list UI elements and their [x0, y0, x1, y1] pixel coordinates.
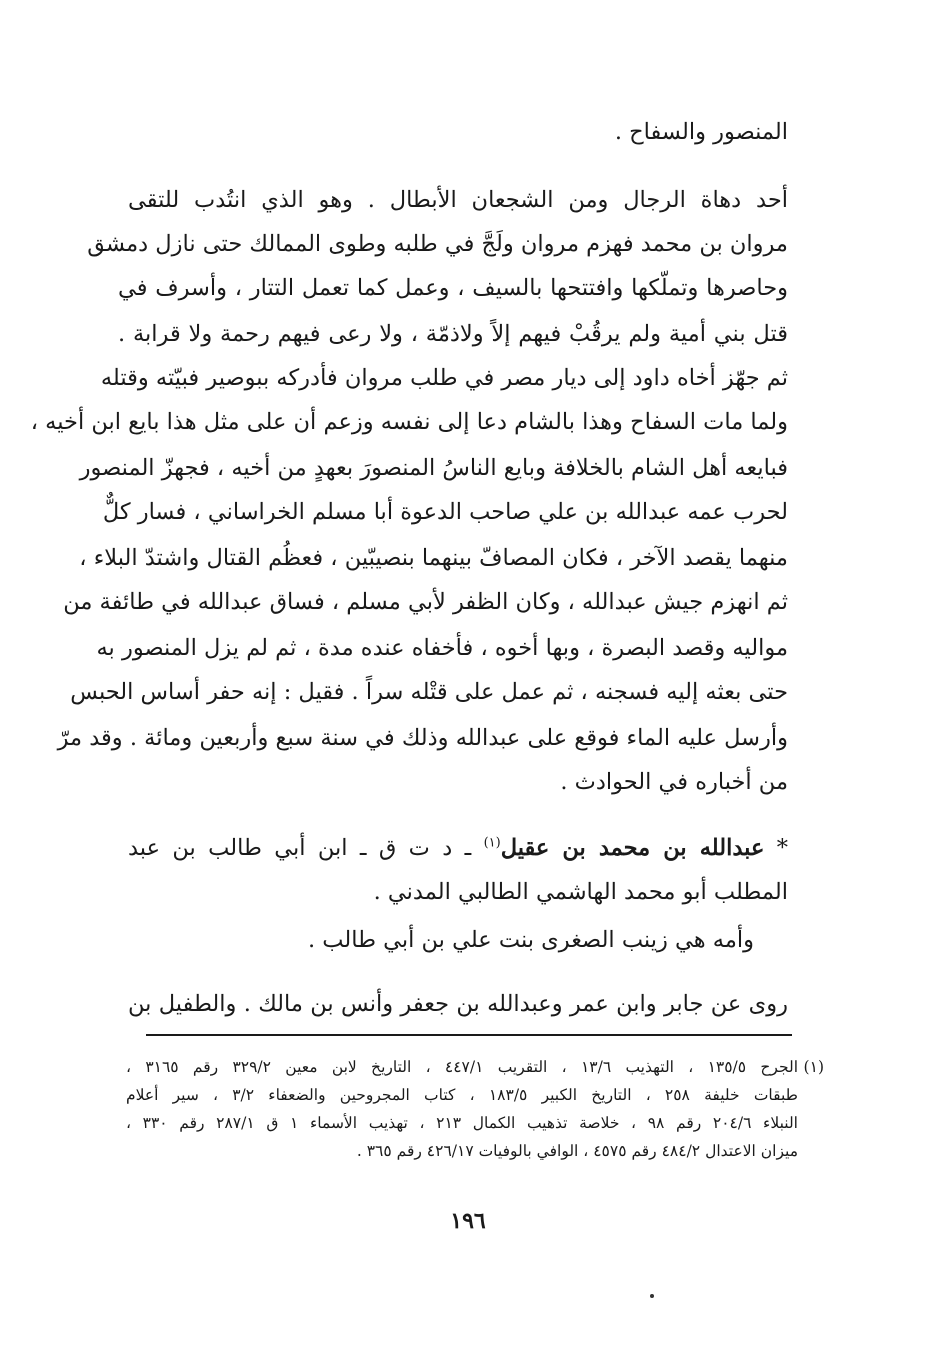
footnote-number: (١): [803, 1058, 824, 1076]
body-line: وحاصرها وتملّكها وافتتحها بالسيف ، وعمل كما تعمل التتار ، وأسرف في: [118, 275, 788, 301]
body-line: أحد دهاة الرجال ومن الشجعان الأبطال . وهو الذي انتُدب للتقى: [128, 187, 788, 213]
entry-heading-rest: ـ د ت ق ـ ابن أبي طالب بن عبد: [128, 835, 472, 861]
body-line: منهما يقصد الآخر ، فكان المصافّ بينهما بنصيبّين ، فعظُم القتال واشتدّ البلاء ،: [79, 545, 788, 571]
body-line: المطلب أبو محمد الهاشمي الطالبي المدني .: [373, 879, 788, 905]
page-number: ١٩٦: [450, 1208, 486, 1234]
footnote-line: طبقات خليفة ٢٥٨ ، التاريخ الكبير ١٨٣/٥ ، كتاب المجروحين والضعفاء ٣/٢ ، سير أعلام: [126, 1086, 798, 1104]
scan-speck: [650, 1294, 654, 1298]
body-line: وأمه هي زينب الصغرى بنت علي بن أبي طالب .: [307, 927, 754, 953]
footnote-line: النبلاء ٢٠٤/٦ رقم ٩٨ ، خلاصة تذهيب الكمال ٢١٣ ، تهذيب الأسماء ١ ق ٢٨٧/١ رقم ٣٣٠ ،: [126, 1114, 798, 1132]
entry-heading-line: [128, 828, 788, 868]
footnote-line: ميزان الاعتدال ٤٨٤/٢ رقم ٤٥٧٥ ، الوافي بالوفيات ٤٢٦/١٧ رقم ٣٦٥ .: [356, 1142, 798, 1160]
body-line: ثم انهزم جيش عبدالله ، وكان الظفر لأبي مسلم ، فساق عبدالله في طائفة من: [63, 589, 788, 615]
entry-name: عبدالله بن محمد بن عقيل: [500, 835, 765, 861]
footnote-line: الجرح ١٣٥/٥ ، التهذيب ١٣/٦ ، التقريب ٤٤٧/١ ، التاريخ لابن معين ٣٢٩/٢ رقم ٣١٦٥ ،: [126, 1058, 798, 1076]
body-line: لحرب عمه عبدالله بن علي صاحب الدعوة أبا مسلم الخراساني ، فسار كلٌّ: [102, 499, 788, 525]
body-line: حتى بعثه إليه فسجنه ، ثم عمل على قتْله سراً . فقيل : إنه حفر أساس الحبس: [70, 679, 788, 705]
body-line: روى عن جابر وابن عمر وعبدالله بن جعفر وأنس بن مالك . والطفيل بن: [128, 991, 788, 1017]
body-line: مروان بن محمد فهزم مروان ولَجَّ في طلبه وطوى الممالك حتى نازل دمشق: [87, 231, 788, 257]
body-line: من أخباره في الحوادث .: [560, 769, 788, 795]
body-line: قتل بني أمية ولم يرقُبْ فيهم إلاً ولاذمّة ، ولا رعى فيهم رحمة ولا قرابة .: [118, 321, 788, 347]
body-line: ولما مات السفاح وهذا بالشام دعا إلى نفسه وزعم أن على مثل هذا بايع ابن أخيه ،: [30, 409, 788, 435]
body-line: مواليه وقصد البصرة ، وبها أخوه ، فأخفاه عنده مدة ، ثم لم يزل المنصور به: [96, 635, 788, 661]
body-line: فبايعه أهل الشام بالخلافة وبايع الناسُ المنصورَ بعهدٍ من أخيه ، فجهزّ المنصور: [79, 455, 788, 481]
entry-marker: *: [776, 835, 788, 861]
body-line: المنصور والسفاح .: [614, 119, 788, 145]
body-line: ثم جهّز أخاه داود إلى ديار مصر في طلب مروان فأدركه ببوصير فبيّته وقتله: [100, 365, 788, 391]
footnote-separator: [146, 1034, 792, 1036]
body-line: وأرسل عليه الماء فوقع على عبدالله وذلك في سنة سبع وأربعين ومائة . وقد مرّ: [57, 725, 788, 751]
footnote-reference: (١): [483, 835, 501, 851]
